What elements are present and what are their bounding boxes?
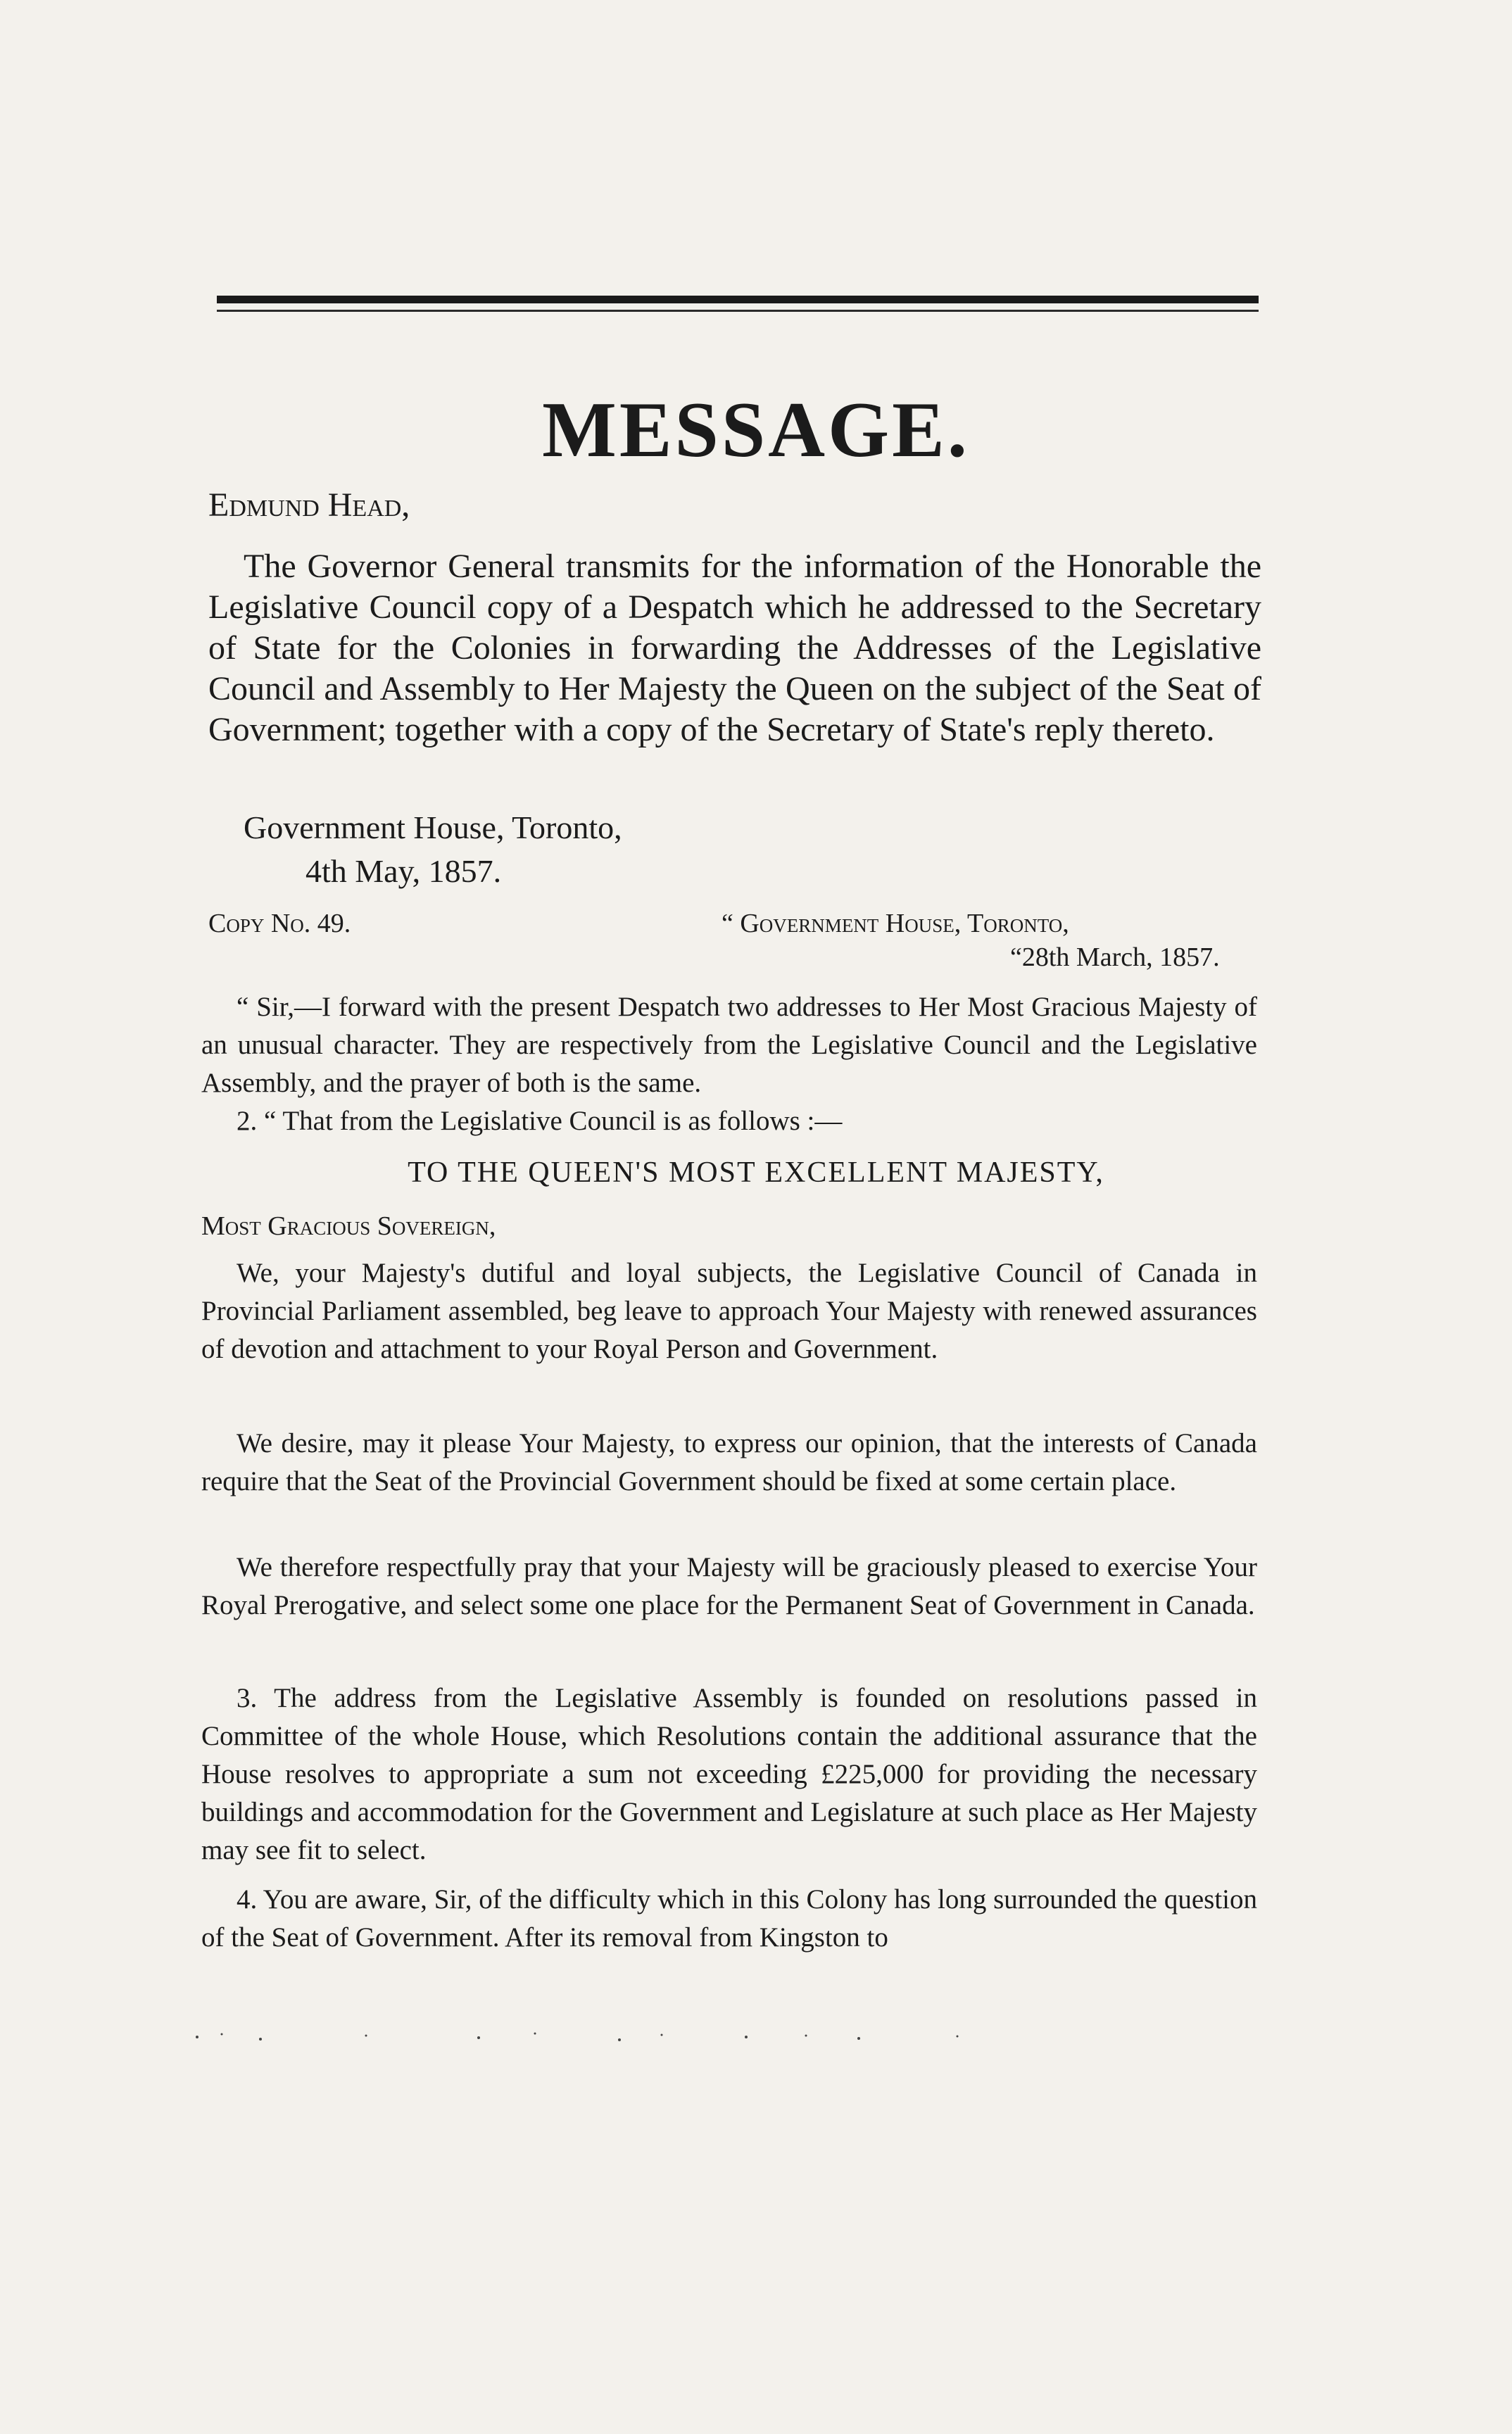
paragraph-3-block: [201, 1679, 1257, 1869]
despatch-place: “ Government House, Toronto,: [722, 909, 1069, 938]
paragraph-4: 4. You are aware, Sir, of the difficulty which in this Colony has long surrounded the question of the Seat of Government. After its removal from Kingston to: [201, 1884, 1257, 1953]
paragraph-4-block: [201, 1881, 1257, 1957]
intro-paragraph: The Governor General transmits for the information of the Honorable the Legislative Council copy of a Despatch which he addressed to the Secretary of State for the Colonies in forwarding the Addresses of the Legislative Council and Assembly to Her Majesty the Queen on the subject of the Seat of Government; together with a copy of the Secretary of State's reply thereto.: [208, 548, 1261, 748]
copy-number: Copy No. 49.: [208, 909, 351, 938]
address-paragraph-2: We desire, may it please Your Majesty, to express our opinion, that the interests of Canada require that the Seat of the Provincial Government should be fixed at some certain place.: [201, 1428, 1257, 1496]
top-rule-thick: [217, 296, 1259, 303]
address-heading: TO THE QUEEN'S MOST EXCELLENT MAJESTY,: [408, 1156, 1104, 1189]
paragraph-1: “ Sir,—I forward with the present Despatch two addresses to Her Most Gracious Majesty of an unusual character. They are respectively from the Legislative Council and the Legislative Assembly, and the prayer of both is the same.: [201, 992, 1257, 1098]
dateline-place: Government House, Toronto,: [244, 809, 622, 845]
bleed-through-specks: [169, 2027, 1056, 2048]
address-body: [201, 1254, 1257, 1368]
intro-block: [208, 546, 1261, 750]
top-rule-thin: [217, 310, 1259, 312]
paragraph-3: 3. The address from the Legislative Assembly is founded on resolutions passed in Committee of the whole House, which Resolutions contain the additional assurance that the House resolves to appropriate a sum not exceeding £225,000 for providing the necessary buildings and accommodation for the Government and Legislature at such place as Her Majesty may see fit to select.: [201, 1683, 1257, 1865]
salutation: Most Gracious Sovereign,: [201, 1211, 496, 1241]
address-paragraph-3: We therefore respectfully pray that your Majesty will be graciously pleased to exercise Your Royal Prerogative, and select some one place for the Permanent Seat of Government in Canada.: [201, 1552, 1257, 1620]
message-dateline: [244, 806, 622, 893]
document-title: MESSAGE.: [542, 386, 970, 474]
address-paragraph-1: We, your Majesty's dutiful and loyal subjects, the Legislative Council of Canada in Provincial Parliament assembled, beg leave to approach Your Majesty with renewed assurances of devotion and attachment to your Royal Person and Government.: [201, 1258, 1257, 1364]
despatch-date: “28th March, 1857.: [1010, 942, 1220, 972]
address-paragraph-3-block: [201, 1549, 1257, 1625]
address-paragraph-2-block: [201, 1425, 1257, 1501]
despatch-opening: [201, 988, 1257, 1140]
paragraph-2: 2. “ That from the Legislative Council is as follows :—: [237, 1106, 843, 1136]
dateline-date: 4th May, 1857.: [305, 853, 502, 889]
signature: Edmund Head,: [208, 486, 410, 524]
